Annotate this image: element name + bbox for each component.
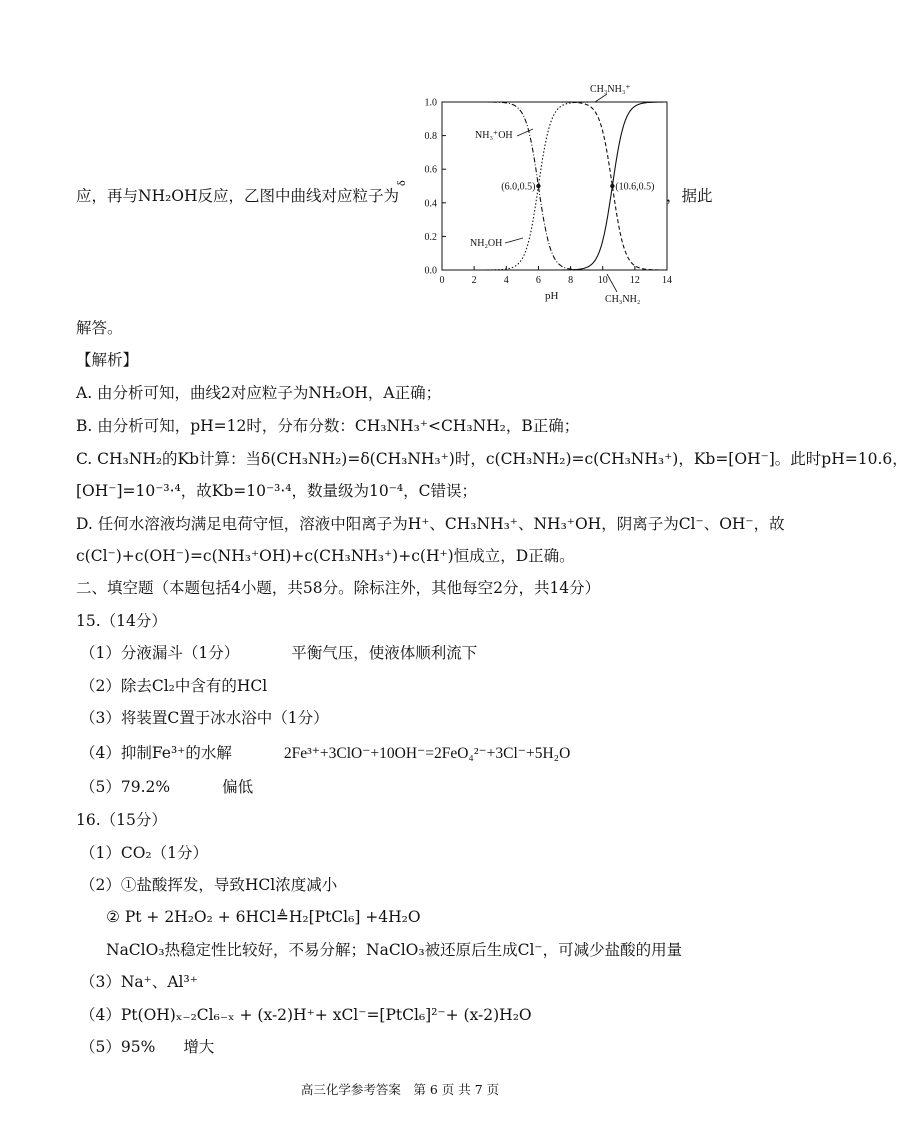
q15-answer-1b: 平衡气压，使液体顺利流下 [291,644,478,662]
q15-answer-2: （2）除去Cl₂中含有的HCl [80,677,268,695]
q16-answer-3: （3）Na⁺、Al³⁺ [80,973,198,991]
distribution-chart [395,80,695,310]
y-tick-label-3: 0.6 [424,164,437,176]
series-label-3: CH₃NH₂ [605,294,641,305]
y-axis-label: δ [394,180,408,186]
q16-answer-2c: NaClO₃热稳定性比较好，不易分解；NaClO₃被还原后生成Cl⁻，可减少盐酸的用量 [106,941,683,959]
analysis-c2: [OH⁻]=10⁻³·⁴，故Kb=10⁻³·⁴，数量级为10⁻⁴，C错误； [76,482,477,500]
intro-after-chart: ，据此 [666,187,713,205]
x-tick-label-0: 0 [439,275,445,286]
analysis-a: A. 由分析可知，曲线2对应粒子为NH₂OH，A正确； [76,384,442,402]
q15-answer-4 [80,743,570,764]
q15-title: 15.（14分） [76,612,167,630]
series-leader-2 [595,94,607,102]
series-label-1: NH₂OH [470,238,503,249]
x-tick-label-2: 4 [503,275,509,286]
y-tick-label-0: 0.0 [424,265,437,277]
analysis-b: B. 由分析可知，pH=12时，分布分数：CH₃NH₃⁺<CH₃NH₂，B正确； [76,417,580,435]
series-leader-0 [517,129,533,136]
x-tick-label-3: 6 [535,275,541,286]
q15-answer-1 [80,643,477,663]
y-tick-label-5: 1.0 [424,97,437,109]
q15-answer-5a: （5）79.2% [80,778,171,796]
q16-answer-5 [80,1037,214,1057]
series-leader-3 [607,274,617,292]
q15-answer-4a: （4）抑制Fe³⁺的水解 [80,744,232,762]
q15-answer-5 [80,777,253,797]
q15-answer-3: （3）将装置C置于冰水浴中（1分） [80,709,329,727]
q15-answer-5b: 偏低 [222,778,254,796]
y-tick-label-4: 0.8 [424,131,437,143]
q16-answer-5b: 增大 [183,1038,215,1056]
analysis-c1: C. CH₃NH₂的Kb计算：当δ(CH₃NH₂)=δ(CH₃NH₃⁺)时，c(CH₃NH₂)=c(CH₃NH₃⁺)，Kb=[OH⁻]。此时pH=10.6， [76,450,908,468]
y-tick-label-1: 0.2 [424,231,437,243]
page-footer: 高三化学参考答案 第 6 页 共 7 页 [300,1082,500,1097]
series-leader-1 [505,238,523,243]
x-tick-label-6: 12 [629,275,640,286]
annotation-point-0 [536,184,540,188]
analysis-heading: 【解析】 [76,351,139,369]
q16-title: 16.（15分） [76,811,167,829]
series-label-0: NH₃⁺OH [475,130,513,141]
section2-title: 二、填空题（本题包括4小题，共58分。除标注外，其他每空2分，共14分） [76,579,601,597]
annotation-point-1 [610,184,614,188]
y-tick-label-2: 0.4 [424,198,437,210]
q16-answer-5a: （5）95% [80,1038,156,1056]
analysis-d1: D. 任何水溶液均满足电荷守恒，溶液中阳离子为H⁺、CH₃NH₃⁺、NH₃⁺OH，阴离子为Cl⁻、OH⁻，故 [76,515,785,533]
series-label-2: CH₃NH₃⁺ [590,84,631,95]
q16-answer-2: （2）①盐酸挥发，导致HCl浓度减小 [80,876,338,894]
x-tick-label-1: 2 [471,275,477,286]
q15-equation: 2Fe³⁺+3ClO⁻+10OH⁻=2FeO₄²⁻+3Cl⁻+5H₂O [283,745,571,762]
q16-answer-4: （4）Pt(OH)ₓ₋₂Cl₆₋ₓ + (x-2)H⁺+ xCl⁻=[PtCl₆]²⁻+ (x-2)H₂O [80,1006,532,1024]
q15-answer-1a: （1）分液漏斗（1分） [80,644,240,662]
x-tick-label-4: 8 [568,275,574,286]
x-tick-label-5: 10 [597,275,608,286]
annotation-label-0: (6.0,0.5) [501,181,536,193]
analysis-d2: c(Cl⁻)+c(OH⁻)=c(NH₃⁺OH)+c(CH₃NH₃⁺)+c(H⁺)恒成立，D正确。 [76,547,575,565]
annotation-label-1: (10.6,0.5) [615,181,655,193]
q16-answer-2b: ② Pt + 2H₂O₂ + 6HCl≜H₂[PtCl₆] +4H₂O [106,908,421,926]
intro-before-chart: 应，再与NH₂OH反应，乙图中曲线对应粒子为 [76,187,400,205]
x-axis-label: pH [545,290,559,302]
intro-continuation: 解答。 [76,319,123,337]
x-tick-label-7: 14 [662,275,672,286]
q16-answer-1: （1）CO₂（1分） [80,844,209,862]
